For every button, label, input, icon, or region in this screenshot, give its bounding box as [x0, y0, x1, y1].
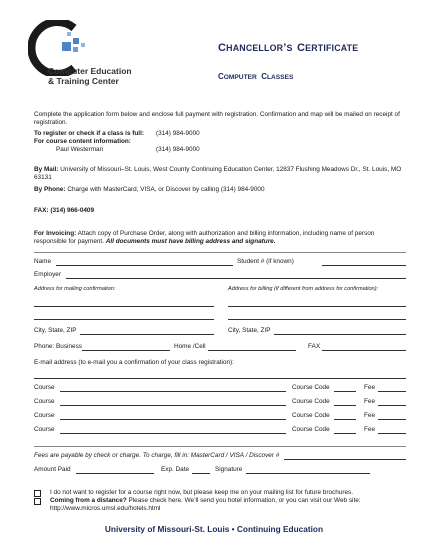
phone-business-field[interactable]	[82, 350, 170, 351]
course-field[interactable]	[60, 433, 286, 434]
amount-paid-field[interactable]	[76, 473, 154, 474]
by-phone-text: Charge with MasterCard, VISA, or Discover by calling (314) 984-9000	[65, 186, 265, 193]
course-field[interactable]	[60, 419, 286, 420]
exp-date-label: Exp. Date	[161, 466, 190, 473]
subtitle-part: LASSES	[266, 74, 294, 81]
billing-address-line-1[interactable]	[228, 306, 406, 307]
distance-text	[50, 497, 361, 505]
contact-name: Paul Westerman	[56, 146, 104, 153]
course-code-label: Course Code	[292, 412, 330, 419]
title-part: HANCELLOR	[226, 43, 284, 53]
employer-label: Employer	[34, 271, 61, 278]
course-field[interactable]	[60, 405, 286, 406]
divider	[34, 446, 406, 447]
fax-number: FAX: (314) 966-0409	[34, 207, 95, 214]
fee-label: Fee	[364, 398, 376, 405]
logo-text	[48, 66, 132, 86]
fees-note: Fees are payable by check or charge. To charge, fill in: MasterCard / VISA / Discover #	[34, 452, 280, 459]
logo-line-2: & Training Center	[48, 76, 119, 86]
course-code-field[interactable]	[334, 433, 356, 434]
fee-label: Fee	[364, 412, 376, 419]
by-phone-label: By Phone:	[34, 186, 66, 193]
course-label: Course	[34, 398, 55, 405]
fax-label: FAX	[308, 343, 321, 350]
billing-city-label: City, State, ZIP	[228, 327, 271, 334]
course-code-field[interactable]	[334, 391, 356, 392]
page-subtitle	[218, 66, 293, 84]
fee-field[interactable]	[378, 419, 406, 420]
course-code-field[interactable]	[334, 419, 356, 420]
fee-label: Fee	[364, 426, 376, 433]
invoicing-label: For Invoicing:	[34, 230, 77, 237]
fee-field[interactable]	[378, 433, 406, 434]
title-part: ERTIFICATE	[305, 43, 359, 53]
mailing-city-field[interactable]	[80, 334, 214, 335]
title-part: S	[286, 43, 293, 53]
by-phone	[34, 186, 265, 194]
fee-field[interactable]	[378, 391, 406, 392]
course-label: Course	[34, 412, 55, 419]
mailing-list-text: I do not want to register for a course right now, but please keep me on your mailing list for future brochures.	[50, 489, 354, 496]
invoicing	[34, 230, 406, 246]
home-cell-field[interactable]	[208, 350, 296, 351]
name-label: Name	[34, 258, 52, 265]
footer-text: University of Missouri-St. Louis • Continuing Education	[104, 524, 324, 534]
course-code-field[interactable]	[334, 405, 356, 406]
email-label: E-mail address (to e-mail you a confirmation of your class registration):	[34, 359, 234, 366]
mailing-list-checkbox[interactable]	[34, 490, 41, 497]
amount-paid-label: Amount Paid	[34, 466, 71, 473]
fee-field[interactable]	[378, 405, 406, 406]
card-number-field[interactable]	[284, 459, 406, 460]
distance-detail: Please check here. We’ll send you hotel information, or you can visit our Web site:	[126, 497, 361, 504]
subtitle-part: OMPUTER	[223, 74, 257, 81]
course-code-label: Course Code	[292, 426, 330, 433]
subtitle-char: C	[218, 72, 224, 81]
mailing-address-line-1[interactable]	[34, 306, 214, 307]
signature-field[interactable]	[246, 473, 370, 474]
invoicing-emphasis: All documents must have billing address and signature.	[105, 238, 276, 246]
contact-phone: (314) 984-9000	[156, 146, 200, 153]
title-apostrophe: ’	[283, 42, 287, 54]
logo-line-1: Computer Education	[48, 66, 132, 76]
fax-field[interactable]	[322, 350, 406, 351]
course-label: Course	[34, 426, 55, 433]
register-phone: (314) 984-9000	[156, 130, 200, 137]
fee-label: Fee	[364, 384, 376, 391]
student-number-field[interactable]	[322, 265, 406, 266]
billing-address-line-2[interactable]	[228, 319, 406, 320]
by-mail-text: University of Missouri–St. Louis, West County Continuing Education Center, 12837 Flushing Meadows Dr., St. Louis, MO 63131	[34, 166, 402, 182]
signature-label: Signature	[215, 466, 243, 473]
invoicing-text: Attach copy of Purchase Order, along with authorization and billing information, including name of person responsible for payment.	[34, 230, 375, 246]
divider	[34, 252, 406, 253]
by-mail	[34, 166, 402, 182]
course-field[interactable]	[60, 391, 286, 392]
page-title	[218, 38, 358, 56]
billing-address-label: Address for billing (if different from address for confirmation):	[228, 286, 379, 292]
billing-city-field[interactable]	[274, 334, 406, 335]
title-char: C	[218, 42, 227, 54]
mailing-address-label: Address for mailing confirmation:	[34, 286, 116, 292]
subtitle-char: C	[261, 72, 267, 81]
content-info-label: For course content information:	[34, 138, 131, 145]
course-label: Course	[34, 384, 55, 391]
distance-checkbox[interactable]	[34, 498, 41, 505]
distance-bold: Coming from a distance?	[50, 497, 127, 504]
by-mail-label: By Mail:	[34, 166, 59, 173]
mailing-address-line-2[interactable]	[34, 319, 214, 320]
course-code-label: Course Code	[292, 398, 330, 405]
mailing-city-label: City, State, ZIP	[34, 327, 77, 334]
register-label: To register or check if a class is full:	[34, 130, 144, 137]
email-field[interactable]	[34, 378, 406, 379]
student-label: Student # (if known)	[237, 258, 294, 265]
employer-field[interactable]	[66, 278, 406, 279]
exp-date-field[interactable]	[192, 473, 210, 474]
title-char: C	[296, 42, 306, 54]
home-cell-label: Home /Cell	[174, 343, 206, 350]
hotel-url-link[interactable]: http://www.micros.umsl.edu/hotels.html	[50, 505, 161, 512]
name-field[interactable]	[56, 265, 233, 266]
phone-business-label: Phone: Business	[34, 343, 82, 350]
course-code-label: Course Code	[292, 384, 330, 391]
intro-text: Complete the application form below and enclose full payment with registration. Confirmation and map will be mailed on receipt of registration.	[34, 111, 400, 127]
